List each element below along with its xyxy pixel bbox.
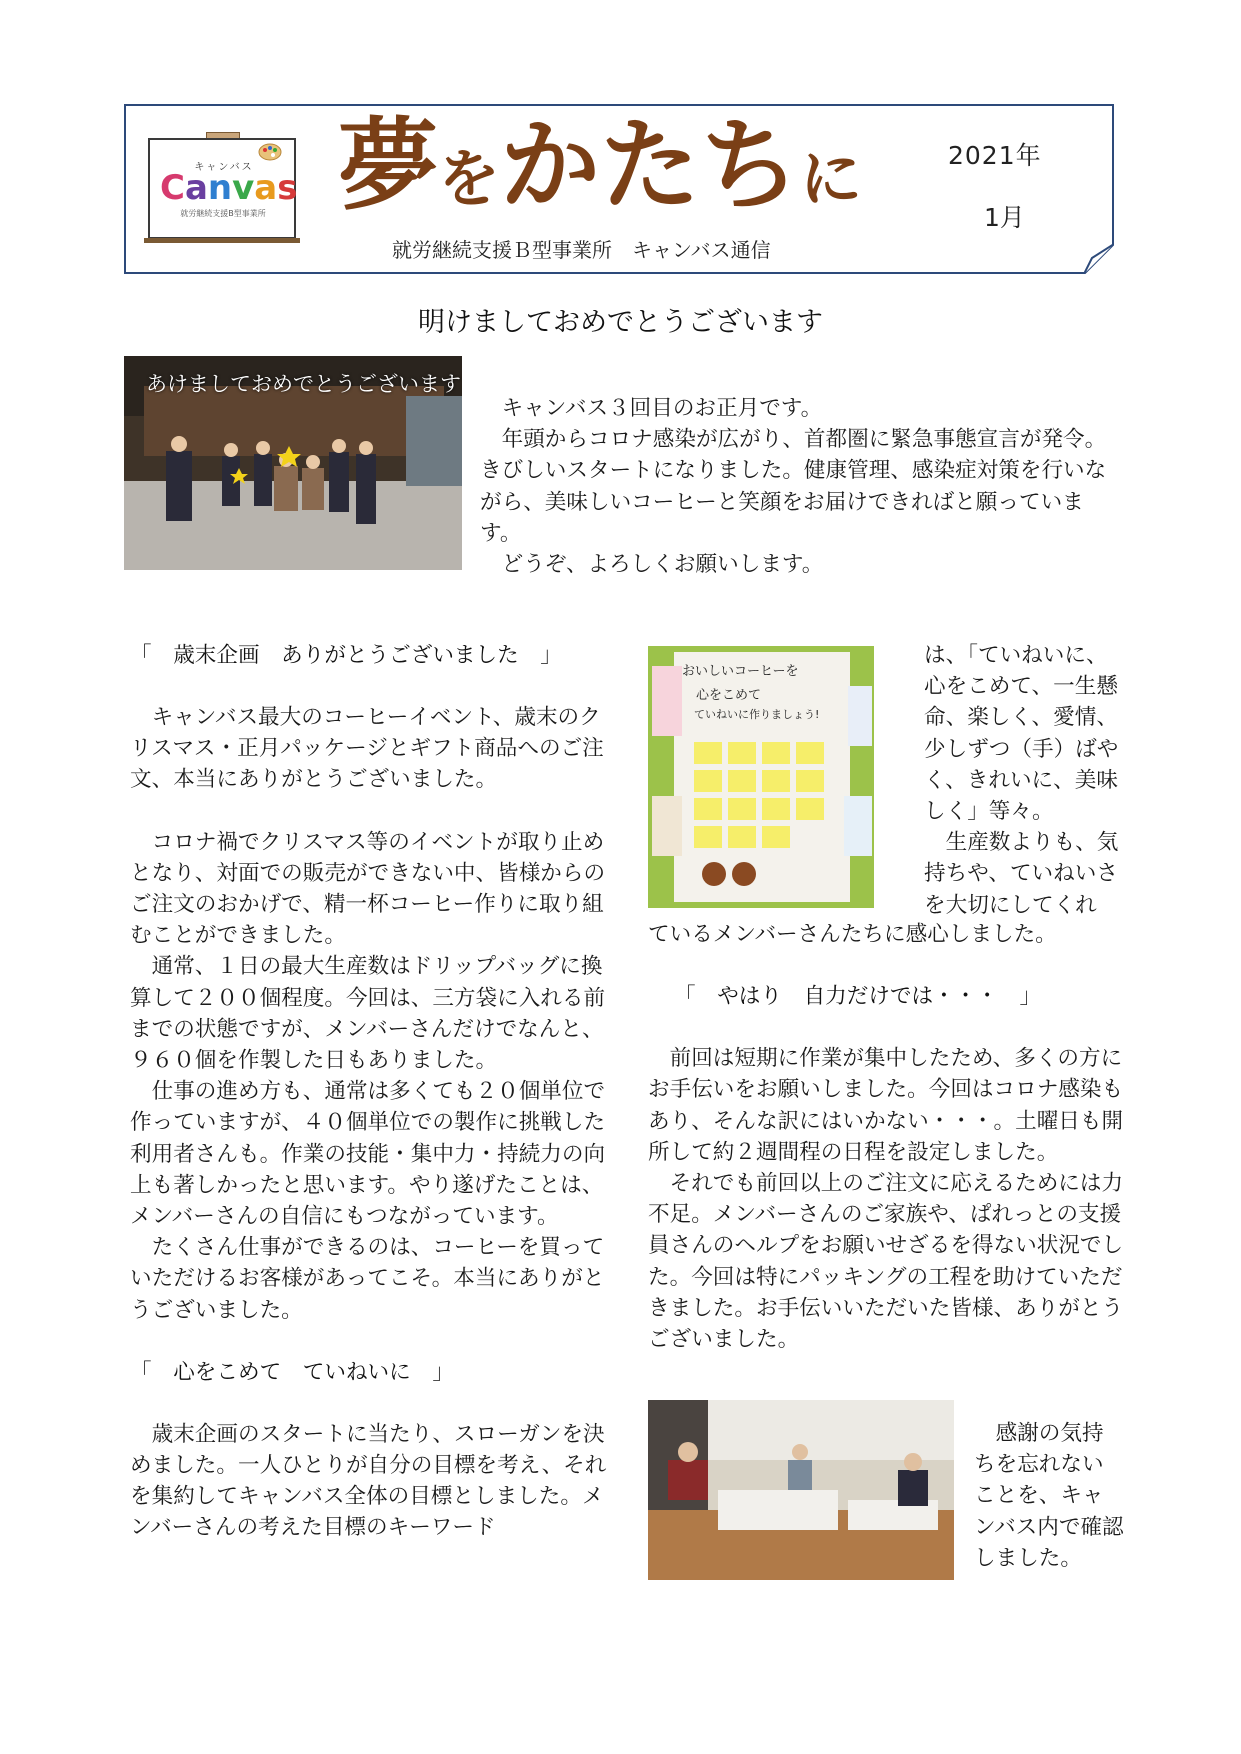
greeting-paragraph: キャンバス３回目のお正月です。 bbox=[501, 396, 823, 421]
section-paragraph: 通常、１日の最大生産数はドリップバッグに換算して２００個程度。今回は、三方袋に入れる前までの状態ですが、メンバーさんだけでなんと、９６０個を作製した日もありました。 bbox=[130, 954, 606, 1074]
poster-slogan-line3: ていねいに作りましょう! bbox=[694, 708, 820, 721]
page-curl-decoration bbox=[1084, 244, 1114, 274]
section-paragraph: 前回は短期に作業が集中したため、多くの方にお手伝いをお願いしました。今回はコロナ感染もあり、そんな訳にはいかない・・・。土曜日も開所して約２週間程の日程を設定しました。 bbox=[648, 1046, 1124, 1165]
poster-slogan-line1: おいしいコーヒーを bbox=[682, 664, 799, 679]
closing-text bbox=[974, 1418, 1124, 1574]
section-paragraph: コロナ禍でクリスマス等のイベントが取り止めとなり、対面での販売ができない中、皆様からのご注文のおかげで、精一杯コーヒー作りに取り組むことができました。 bbox=[130, 829, 606, 949]
section-paragraph: 歳末企画のスタートに当たり、スローガンを決めました。一人ひとりが自分の目標を考え、それを集約してキャンバス全体の目標としました。メンバーさんの考えた目標のキーワード bbox=[130, 1421, 607, 1541]
greeting-heading: 明けましておめでとうございます bbox=[418, 307, 823, 338]
issue-month: 1月 bbox=[984, 203, 1025, 232]
section-paragraph: 感謝の気持ちを忘れないことを、キャンバス内で確認しました。 bbox=[974, 1421, 1124, 1571]
section-paragraph: ているメンバーさんたちに感心しました。 bbox=[648, 922, 1057, 947]
greeting-paragraph: どうぞ、よろしくお願いします。 bbox=[501, 552, 824, 578]
section-paragraph: たくさん仕事ができるのは、コーヒーを買っていただけるお客様があってこそ。本当にありがとうございました。 bbox=[130, 1235, 605, 1323]
poster-slogan-line2: 心をこめて bbox=[696, 688, 762, 703]
greeting-paragraph: 年頭からコロナ感染が広がり、首都圏に緊急事態宣言が発令。きびしいスタートになりました。健康管理、感染症対策を行いながら、美味しいコーヒーと笑顔をお届けできればと願っています。 bbox=[480, 427, 1107, 546]
newsletter-title: 夢をかたちに bbox=[338, 107, 863, 224]
section-paragraph: 仕事の進め方も、通常は多くても２０個単位で作っていますが、４０個単位での製作に挑戦した利用者さんも。作業の技能・集中力・持続力の向上も著しかったと思います。やり遂げたことは、メンバーさんの自信にもつながっています。 bbox=[130, 1079, 606, 1230]
logo-kana: キャンバス bbox=[194, 162, 254, 173]
logo-board-stand bbox=[144, 238, 300, 243]
section-paragraph: それでも前回以上のご注文に応えるためには力不足。メンバーさんのご家族や、ぱれっとの支援員さんのヘルプをお願いせざるを得ない状況でした。今回は特にパッキングの工程を助けていただきました。お手伝いいただいた皆様、ありがとうございました。 bbox=[648, 1171, 1124, 1353]
logo-wordmark: Canvas bbox=[160, 168, 298, 208]
logo-tagline: 就労継続支援B型事業所 bbox=[180, 209, 266, 218]
issue-year: 2021年 bbox=[948, 141, 1042, 170]
left-column bbox=[130, 640, 610, 1544]
section-paragraph: キャンバス最大のコーヒーイベント、歳末のクリスマス・正月パッケージとギフト商品へのご注文、本当にありがとうございました。 bbox=[130, 705, 604, 793]
workshop-photo bbox=[648, 1400, 954, 1580]
right-column bbox=[648, 919, 1128, 1355]
section-paragraph: は、「ていねいに、心をこめて、一生懸命、楽しく、愛情、少しずつ（手）ばやく、きれいに、美味しく」等々。 bbox=[924, 643, 1119, 825]
greeting-text bbox=[480, 393, 1120, 580]
right-column-wrap-text bbox=[924, 640, 1124, 921]
photo-caption: あけましておめでとうございます bbox=[146, 372, 461, 396]
slogan-poster-photo bbox=[648, 646, 874, 908]
section-heading: 「 歳末企画 ありがとうございました 」 bbox=[130, 643, 562, 668]
section-heading: 「 心をこめて ていねいに 」 bbox=[130, 1359, 454, 1385]
section-heading: 「 やはり 自力だけでは・・・ 」 bbox=[674, 984, 1042, 1010]
group-photo-shrine bbox=[124, 356, 462, 570]
section-paragraph: 生産数よりも、気持ちや、ていねいさを大切にしてくれ bbox=[924, 830, 1119, 918]
newsletter-subtitle: 就労継続支援Ｂ型事業所 キャンバス通信 bbox=[392, 238, 771, 262]
